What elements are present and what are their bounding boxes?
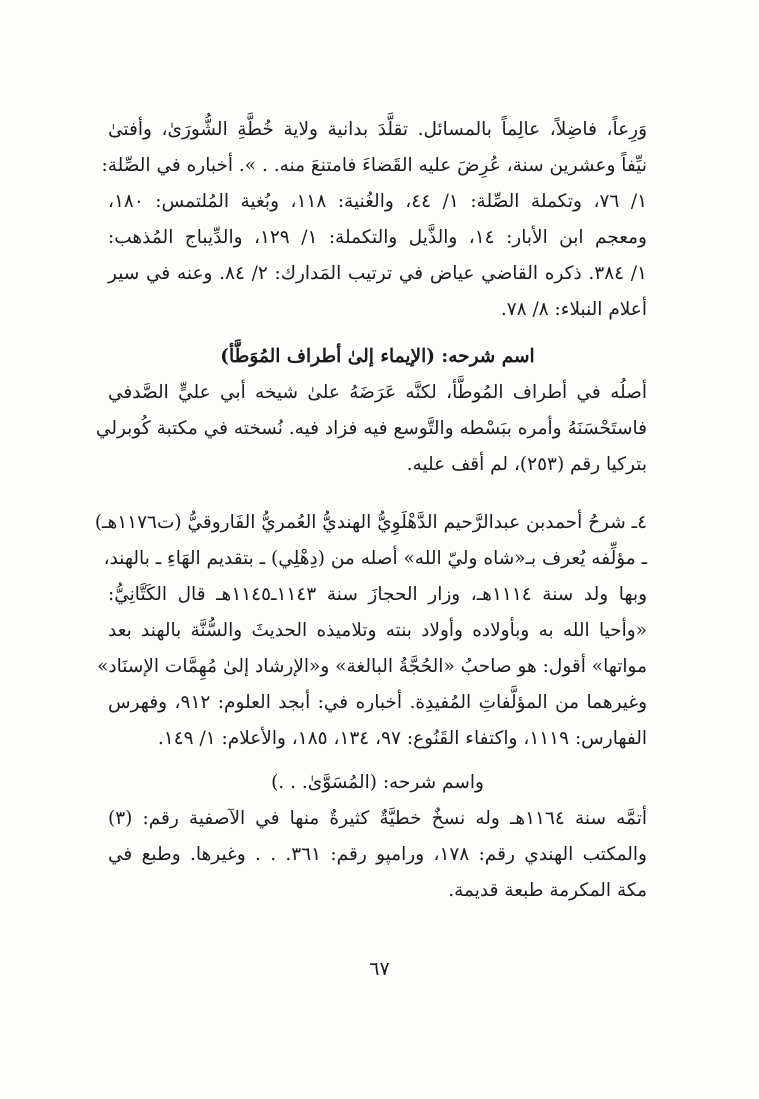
page-number: ٦٧	[369, 958, 390, 980]
paragraph-commentary-1	[95, 339, 647, 483]
paragraph-commentary-2	[108, 765, 647, 909]
text-line: وغيرهما من المؤلَّفاتِ المُفيدِة. أخباره في: أبجد العلوم: ٩١٢، وفهرس	[108, 692, 647, 713]
entry-heading: ٤ـ شرحُ أحمدبن عبدالرَّحيم الدَّهْلَوِيُّ الهنديُّ العُمريُّ الفَاروقيُّ (ت١١٧٦هـ)	[94, 512, 647, 533]
paragraph-biography-end	[101, 112, 647, 328]
paragraph-entry-4	[94, 505, 648, 757]
commentary-title: واسم شرحه: (المُسَوَّىٰ. . .)	[271, 772, 484, 793]
commentary-title: اسم شرحه: (الإيماء إلىٰ أطراف المُوَطَّأ)	[220, 346, 535, 367]
text-line: أعلام النبلاء: ٨/ ٧٨.	[500, 299, 647, 320]
text-line: بتركيا رقم (٢٥٣)، لم أقف عليه.	[406, 454, 647, 475]
text-line: ١/ ٧٦، وتكملة الصِّلة: ١/ ٤٤، والغُنية: ١١٨، وبُغية المُلتمس: ١٨٠،	[108, 191, 647, 212]
text-line: ـ مؤلِّفه يُعرف بـ«شاه وليّ الله» أصله من (دِهْلِي) ـ بتقديم الهَاءِ ـ بالهند،	[103, 548, 647, 569]
text-line: نيِّفاً وعشرين سنة، عُرِضَ عليه القَضاءَ فامتنعَ منه. . ». أخباره في الصِّلة:	[101, 155, 647, 176]
text-line: وَرِعاً، فاضِلاً، عالِماً بالمسائل. تقلَّدَ بدانية ولاية خُطَّةِ الشُّورَىٰ، وأفتىٰ	[108, 119, 647, 140]
text-line: أصلُه في أطراف المُوطَّأ، لكنَّه عَرَضَهُ علىٰ شيخه أبي عليٍّ الصَّدفي	[108, 382, 647, 403]
text-line: فاستَحْسَنَهُ وأمره ببَسْطه والتَّوسع فيه فزاد فيه. نُسخته في مكتبة كُوبرلي	[95, 418, 647, 439]
text-line: مواتها» أقول: هو صاحبُ «الحُجَّةُ البالغة» و«الإرشاد إلىٰ مُهِمَّات الإسنَاد»	[97, 656, 647, 677]
text-line: ومعجم ابن الأبار: ١٤، والذَّيل والتكملة: ١/ ١٢٩، والدِّيباج المُذهب:	[108, 227, 647, 248]
text-line: مكة المكرمة طبعة قديمة.	[448, 880, 647, 901]
text-line: وبها ولد سنة ١١١٤هـ، وزار الحجازَ سنة ١١٤٣ـ١١٤٥هـ قال الكَتَّانِيُّ:	[108, 584, 648, 605]
text-line: الفهارس: ١١١٩، واكتفاء القَنُوع: ٩٧، ١٣٤، ١٨٥، والأعلام: ١/ ١٤٩.	[157, 728, 647, 749]
text-line: والمكتب الهندي رقم: ١٧٨، ورامپو رقم: ٣٦١. . . وغيرها. وطبع في	[108, 844, 647, 865]
text-line: ١/ ٣٨٤. ذكره القاضي عياض في ترتيب المَدارك: ٢/ ٨٤. وعنه في سير	[108, 263, 647, 284]
text-line: أتمَّه سنة ١١٦٤هـ وله نسخٌ خطيَّةٌ كثيرةٌ منها في الآصفية رقم: (٣)	[108, 808, 648, 829]
text-line: «وأحيا الله به وبأولاده وأولاد بنته وتلاميذه الحديثَ والسُّنَّة بالهند بعد	[108, 620, 647, 641]
